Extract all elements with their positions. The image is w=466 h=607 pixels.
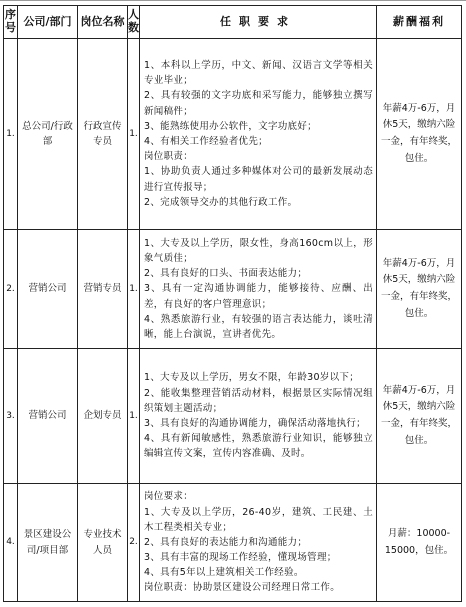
row-requirements [140, 230, 377, 349]
row-position: 专业技术人员 [78, 484, 128, 602]
header-index: 序号 [4, 6, 18, 39]
row-headcount: 1. [128, 349, 140, 484]
requirement-line: 2、具有良好的口头、书面表达能力； [144, 268, 308, 280]
job-table [3, 5, 462, 602]
row-headcount: 1. [128, 230, 140, 349]
requirement-line: 岗位职责： [144, 151, 194, 163]
requirement-line: 1、大专及以上学历，26-40岁，建筑、工民建、土木工程类相关专业； [144, 506, 373, 533]
requirement-line: 3、具有一定沟通协调能力，能够接待、应酬、出差，有良好的客户管理意识； [144, 283, 373, 310]
requirement-line: 3、具有丰富的现场工作经验，懂现场管理； [144, 552, 337, 564]
row-benefits: 年薪4万-6万，月休5天，缴纳六险一金，有年终奖，包住。 [377, 349, 462, 484]
row-headcount: 2. [128, 484, 140, 602]
header-headcount: 人数 [128, 6, 140, 39]
requirement-line: 4、熟悉旅游行业，有较强的语言表达能力，谈吐清晰，能上台演说，宣讲者优先。 [144, 313, 373, 340]
header-requirements: 任职要求 [140, 6, 377, 39]
requirement-line: 1、大专及以上学历，男女不限，年龄30岁以下； [144, 372, 360, 384]
row-index: 2. [4, 230, 18, 349]
row-department: 营销公司 [18, 230, 78, 349]
row-benefits: 月薪：10000-15000，包住。 [377, 484, 462, 602]
header-department: 公司/部门 [18, 6, 78, 39]
requirement-line: 2、能收集整理营销活动材料，根据景区实际情况组织策划主题活动； [144, 387, 373, 414]
table-header-row [4, 6, 462, 39]
row-benefits: 年薪4万-6万，月休5天，缴纳六险一金，有年终奖，包住。 [377, 39, 462, 230]
header-benefits: 薪酬福利 [377, 6, 462, 39]
requirement-line: 4、具有5年以上建筑相关工作经验。 [144, 567, 304, 579]
row-index: 4. [4, 484, 18, 602]
header-position: 岗位名称 [78, 6, 128, 39]
requirement-line: 2、完成领导交办的其他行政工作。 [144, 196, 298, 208]
row-requirements [140, 39, 377, 230]
row-index: 1. [4, 39, 18, 230]
top-border [0, 0, 466, 1]
requirement-line: 3、具有良好的沟通协调能力，确保活动落地执行； [144, 418, 366, 429]
requirement-line: 1、本科以上学历，中文、新闻、汉语言文学等相关专业毕业； [144, 60, 373, 87]
table-row [4, 484, 462, 602]
table-row [4, 349, 462, 484]
requirement-line: 岗位职责：协助景区建设公司经理日常工作。 [144, 582, 341, 594]
row-index: 3. [4, 349, 18, 484]
requirement-line: 4、有相关工作经验者优先； [144, 136, 268, 147]
row-department: 营销公司 [18, 349, 78, 484]
row-benefits: 年薪4万-6万，月休5天，缴纳六险一金，有年终奖，包住。 [377, 230, 462, 349]
requirement-line: 岗位要求： [144, 491, 194, 503]
row-requirements [140, 349, 377, 484]
table-row [4, 39, 462, 230]
requirement-line: 1、大专及以上学历，限女性，身高160cm以上，形象气质佳； [144, 237, 373, 265]
row-headcount: 1. [128, 39, 140, 230]
row-requirements [140, 484, 377, 602]
row-department: 景区建设公司/项目部 [18, 484, 78, 602]
row-position: 企划专员 [78, 349, 128, 484]
requirement-line: 1、协助负责人通过多种媒体对公司的最新发展动态进行宣传报导； [144, 166, 373, 193]
requirement-line: 2、具有良好的表达能力和沟通能力； [144, 536, 308, 548]
requirement-line: 3、能熟练使用办公软件，文字功底好； [144, 120, 317, 132]
requirement-line: 2、具有较强的文字功底和采写能力，能够独立撰写新闻稿件； [144, 90, 373, 117]
requirement-line: 4、具有新闻敏感性，熟悉旅游行业知识，能够独立编辑宣传文案，宣传内容准确、及时。 [144, 433, 373, 460]
row-position: 营销专员 [78, 230, 128, 349]
row-department: 总公司/行政部 [18, 39, 78, 230]
row-position: 行政宣传专员 [78, 39, 128, 230]
table-row [4, 230, 462, 349]
